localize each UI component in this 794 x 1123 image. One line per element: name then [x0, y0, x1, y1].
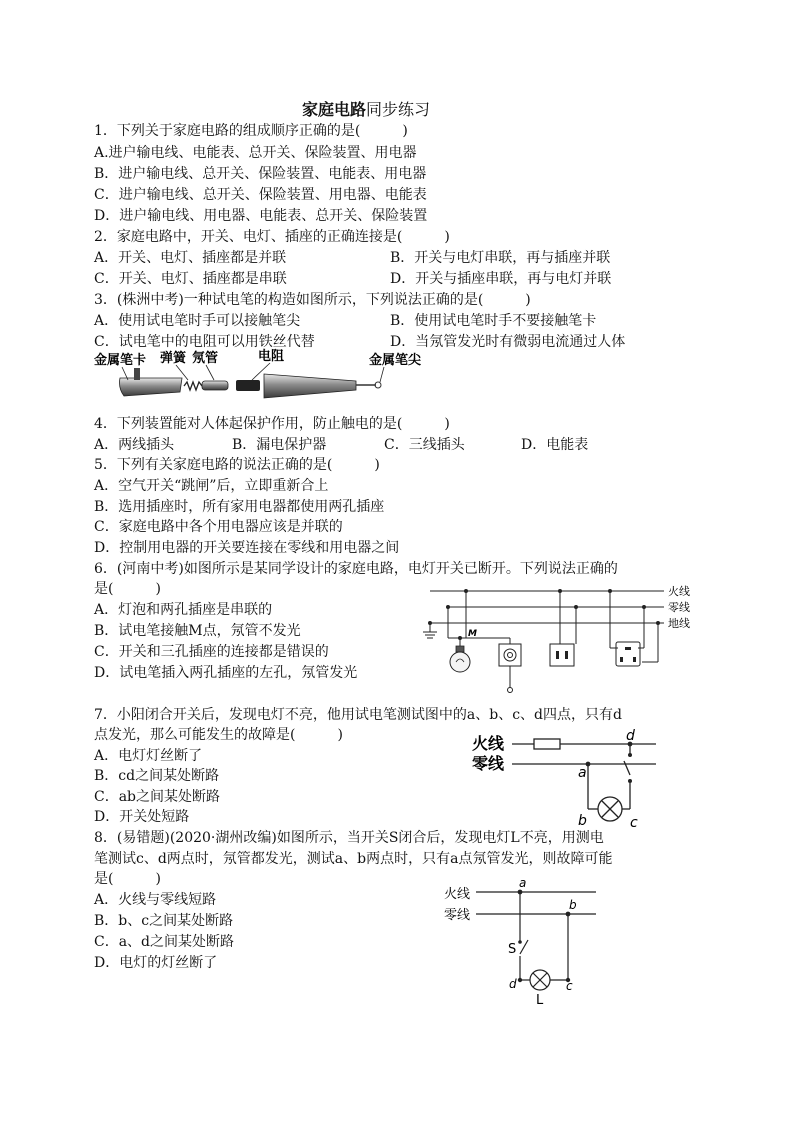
label-ground-wire: 地线 [668, 617, 690, 630]
home-circuit-figure [420, 580, 702, 698]
q6-stem-line2: 是( ) [94, 581, 161, 597]
label-metal-card: 金属笔卡 [94, 353, 147, 368]
label-switch-s: S [508, 942, 517, 957]
label-metal-tip: 金属笔尖 [369, 353, 422, 368]
q4-option-b: B．漏电保护器 [232, 437, 327, 453]
label-live-wire: 火线 [444, 887, 471, 902]
label-point-c: c [630, 815, 638, 831]
label-point-d: d [509, 977, 517, 991]
switch-blade [624, 761, 630, 775]
q3-option-c: C．试电笔中的电阻可以用铁丝代替 [94, 334, 315, 350]
q3-option-b: B．使用试电笔时手不要接触笔卡 [390, 313, 597, 329]
q1-option-a: A.进户输电线、电能表、总开关、保险装置、用电器 [94, 145, 417, 161]
q7-option-c: C．ab之间某处断路 [94, 789, 221, 805]
label-spring: 弹簧 [160, 351, 187, 366]
q3-option-a: A．使用试电笔时手可以接触笔尖 [94, 313, 301, 329]
label-lamp-l: L [536, 993, 544, 1008]
q1-option-d: D．进户输电线、用电器、电能表、总开关、保险装置 [94, 208, 428, 224]
q7-stem-line1: 7．小阳闭合开关后，发现电灯不亮，他用试电笔测试图中的a、b、c、d四点，只有d [94, 707, 622, 723]
q4-option-c: C．三线插头 [384, 437, 465, 453]
label-point-a: a [519, 876, 527, 890]
test-pen-figure [94, 348, 434, 406]
q6-stem-line1: 6．(河南中考)如图所示是某同学设计的家庭电路，电灯开关已断开。下列说法正确的 [94, 561, 618, 577]
q1-stem: 1．下列关于家庭电路的组成顺序正确的是( ) [94, 123, 408, 139]
page-title [302, 100, 430, 120]
q3-stem: 3．(株洲中考)一种试电笔的构造如图所示，下列说法正确的是( ) [94, 292, 531, 308]
neon-tube-shape [202, 381, 228, 390]
q7-stem-line2: 点发光，那么可能发生的故障是( ) [94, 727, 343, 743]
q8-stem-line2: 笔测试c、d两点时，氖管都发光，测试a、b两点时，只有a点氖管发光，则故障可能 [94, 851, 613, 867]
label-point-d: d [626, 728, 635, 744]
light-bulb-icon [450, 646, 470, 672]
q4-option-a: A．两线插头 [94, 437, 175, 453]
label-point-a: a [578, 765, 587, 781]
label-resistor: 电阻 [258, 349, 285, 364]
three-pin-socket-box [616, 642, 640, 666]
q8-option-c: C．a、d之间某处断路 [94, 934, 235, 950]
q8-option-b: B．b、c之间某处断路 [94, 913, 234, 929]
q6-option-a: A．灯泡和两孔插座是串联的 [94, 602, 273, 618]
label-live-wire: 火线 [668, 585, 690, 598]
q4-option-d: D．电能表 [521, 437, 589, 453]
q2-option-d: D．开关与插座串联，再与电灯并联 [390, 271, 612, 287]
label-neutral-wire: 零线 [472, 754, 505, 773]
q7-option-b: B．cd之间某处断路 [94, 768, 220, 784]
q7-option-a: A．电灯灯丝断了 [94, 748, 203, 764]
title-bold: 家庭电路 [302, 100, 367, 119]
leader-line [380, 367, 384, 382]
q5-option-c: C．家庭电路中各个用电器应该是并联的 [94, 519, 343, 535]
q5-option-d: D．控制用电器的开关要连接在零线和用电器之间 [94, 540, 400, 556]
q6-option-b: B．试电笔接触M点，氖管不发光 [94, 623, 301, 639]
pen-body-shape [264, 374, 356, 398]
label-point-m: M [468, 629, 477, 639]
q1-option-c: C．进户输电线、总开关、保险装置、用电器、电能表 [94, 187, 427, 203]
label-neon-tube: 氖管 [192, 351, 219, 366]
fuse-box [534, 739, 560, 749]
q6-option-d: D．试电笔插入两孔插座的左孔，氖管发光 [94, 665, 358, 681]
q8-stem-line3: 是( ) [94, 871, 161, 887]
leader-line [206, 365, 214, 380]
resistor-shape [236, 380, 260, 391]
pen-cap-shape [120, 378, 183, 396]
spring-shape [184, 382, 202, 390]
q8-option-a: A．火线与零线短路 [94, 892, 217, 908]
pen-clip-shape [134, 368, 140, 380]
q3-option-d: D．当氖管发光时有微弱电流通过人体 [390, 334, 626, 350]
label-point-c: c [566, 979, 573, 993]
lamp-switch-box [499, 644, 521, 666]
q6-option-c: C．开关和三孔插座的连接都是错误的 [94, 644, 329, 660]
q8-option-d: D．电灯的灯丝断了 [94, 955, 218, 971]
q5-stem: 5．下列有关家庭电路的说法正确的是( ) [94, 457, 380, 473]
q2-option-a: A．开关、电灯、插座都是并联 [94, 250, 287, 266]
q5-option-b: B．选用插座时，所有家用电器都使用两孔插座 [94, 499, 385, 515]
label-neutral-wire: 零线 [444, 908, 471, 923]
q4-stem: 4．下列装置能对人体起保护作用，防止触电的是( ) [94, 416, 450, 432]
two-pin-socket-box [550, 644, 574, 666]
title-rest: 同步练习 [366, 100, 431, 119]
q1-option-b: B．进户输电线、总开关、保险装置、电能表、用电器 [94, 166, 427, 182]
q8-circuit-figure [440, 876, 610, 1008]
label-point-b: b [578, 813, 587, 829]
q2-stem: 2．家庭电路中，开关、电灯、插座的正确连接是( ) [94, 229, 450, 245]
q5-option-a: A．空气开关“跳闸”后，立即重新合上 [94, 478, 329, 494]
q2-option-c: C．开关、电灯、插座都是串联 [94, 271, 287, 287]
q8-stem-line1: 8．(易错题)(2020·湖州改编)如图所示，当开关S闭合后，发现电灯L不亮，用测电 [94, 830, 604, 846]
q7-circuit-figure [470, 725, 670, 833]
q2-option-b: B．开关与电灯串联，再与插座并联 [390, 250, 611, 266]
label-live-wire: 火线 [472, 734, 505, 753]
label-neutral-wire: 零线 [668, 601, 690, 614]
label-point-b: b [569, 898, 577, 912]
q7-option-d: D．开关处短路 [94, 809, 190, 825]
